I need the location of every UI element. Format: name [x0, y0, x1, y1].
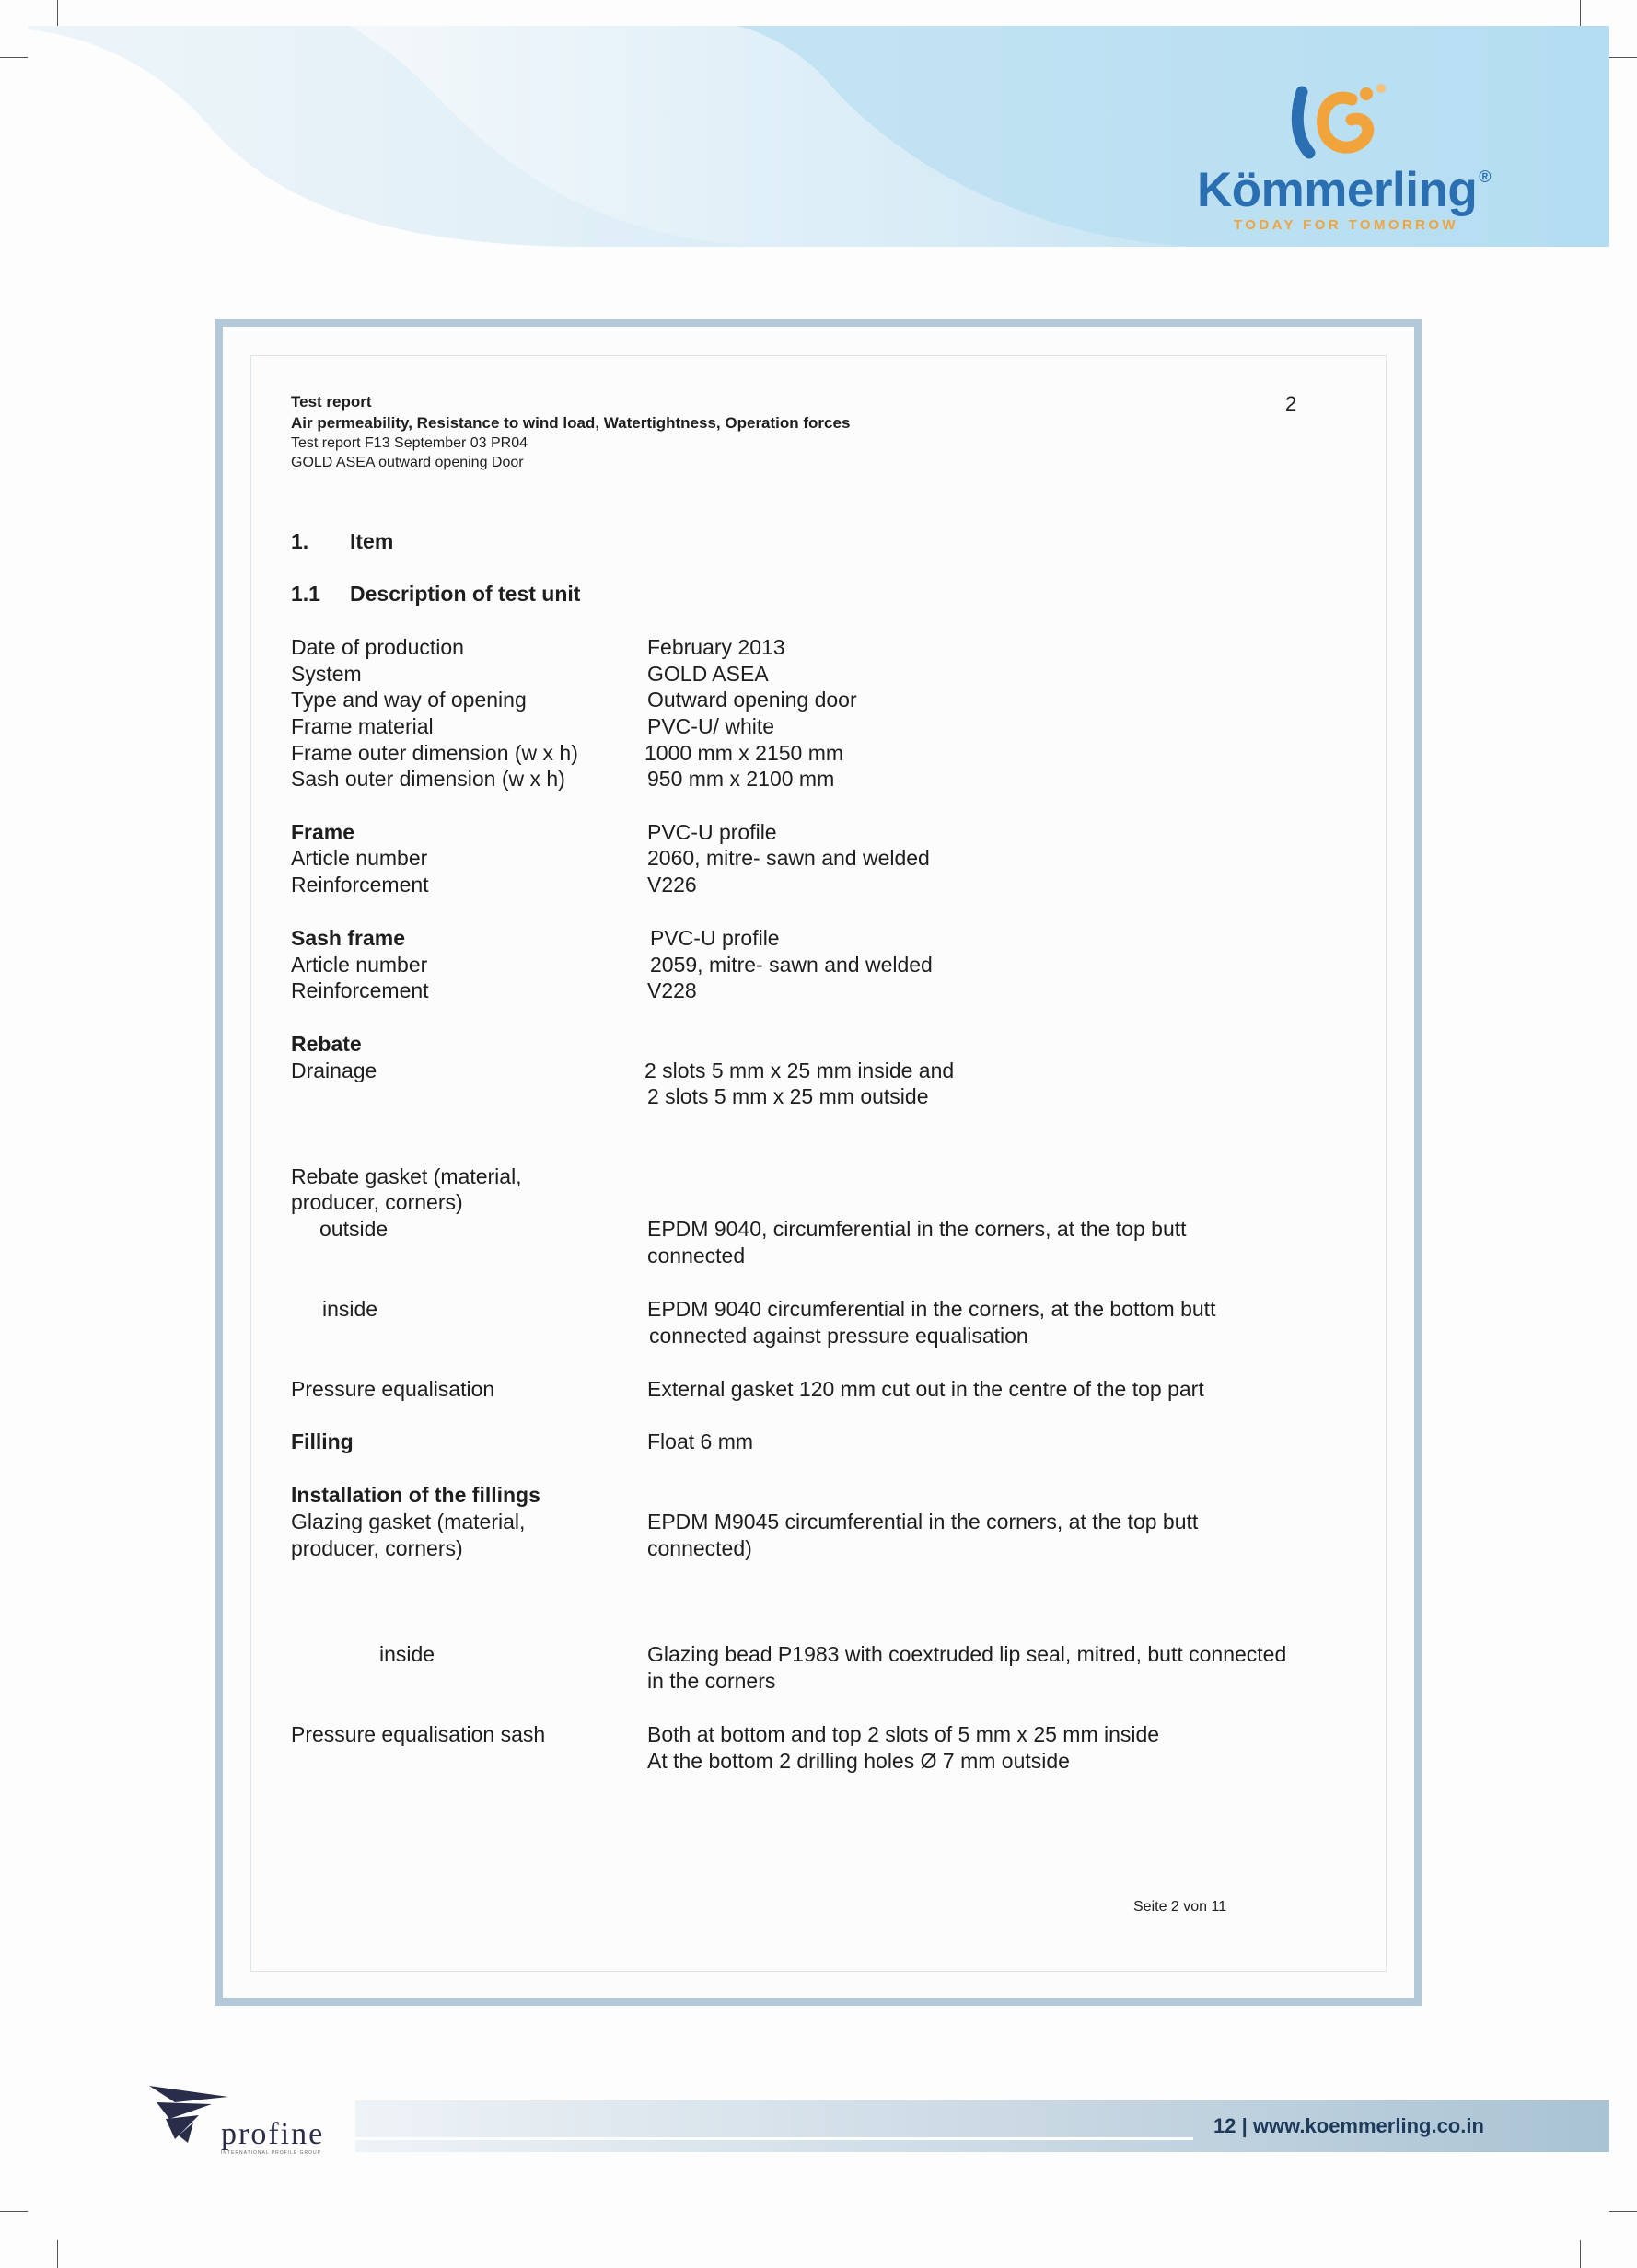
row-value: 2060, mitre- sawn and welded: [647, 846, 930, 870]
section-title: Item: [350, 529, 394, 553]
row-value: GOLD ASEA: [647, 662, 769, 686]
row-value: 950 mm x 2100 mm: [647, 767, 835, 791]
crop-mark: [1580, 2240, 1581, 2268]
row-value: 2 slots 5 mm x 25 mm inside and: [644, 1059, 955, 1082]
subsection-number: 1.1: [291, 582, 320, 606]
row-value: V228: [647, 978, 697, 1002]
row-value: PVC-U profile: [650, 926, 780, 950]
row-label: Reinforcement: [291, 873, 429, 897]
profine-subtitle: INTERNATIONAL PROFILE GROUP: [221, 2150, 321, 2156]
brand-name: Kömmerling ®: [1197, 163, 1491, 217]
row-label: producer, corners): [291, 1190, 463, 1214]
report-product: GOLD ASEA outward opening Door: [291, 455, 524, 470]
row-value: Float 6 mm: [647, 1429, 754, 1453]
row-label: Drainage: [291, 1059, 377, 1082]
row-value: in the corners: [647, 1669, 776, 1693]
installation-heading: Installation of the fillings: [291, 1483, 540, 1507]
report-subtitle: Air permeability, Resistance to wind load, Watertightness, Operation forces: [291, 414, 851, 432]
subsection-title: Description of test unit: [350, 582, 581, 606]
section-number: 1.: [291, 529, 309, 553]
profine-logo-icon: [147, 2082, 230, 2146]
row-label: System: [291, 662, 362, 686]
row-value: PVC-U/ white: [647, 714, 775, 738]
row-label: Frame outer dimension (w x h): [291, 741, 578, 765]
row-label: inside: [379, 1642, 435, 1666]
row-label: Type and way of opening: [291, 688, 527, 712]
kommerling-logo-icon: [1291, 79, 1401, 162]
crop-mark: [0, 2211, 28, 2212]
row-value: Both at bottom and top 2 slots of 5 mm x 25 mm inside: [647, 1722, 1160, 1746]
report-page-number: 2: [1285, 392, 1297, 415]
row-label: Frame material: [291, 714, 434, 738]
row-value: connected): [647, 1536, 752, 1560]
row-label: Pressure equalisation sash: [291, 1722, 546, 1746]
row-value: connected against pressure equalisation: [649, 1324, 1028, 1348]
row-label: outside: [319, 1217, 389, 1241]
brand-tagline: TODAY FOR TOMORROW: [1234, 217, 1458, 233]
row-value: EPDM M9045 circumferential in the corners, at the top butt: [647, 1510, 1199, 1533]
row-value: V226: [647, 873, 697, 897]
row-value: 1000 mm x 2150 mm: [644, 741, 844, 765]
row-label: Sash outer dimension (w x h): [291, 767, 565, 791]
crop-mark: [1609, 2211, 1637, 2212]
page-footer-text: Seite 2 von 11: [1133, 1899, 1227, 1915]
rebate-heading: Rebate: [291, 1032, 362, 1056]
row-label: Article number: [291, 846, 428, 870]
report-reference: Test report F13 September 03 PR04: [291, 435, 528, 451]
row-value: PVC-U profile: [647, 820, 777, 844]
crop-mark: [57, 2240, 58, 2268]
row-value: 2059, mitre- sawn and welded: [650, 953, 933, 977]
footer-page-url: 12 | www.koemmerling.co.in: [1213, 2114, 1484, 2137]
row-value: EPDM 9040 circumferential in the corners, at the bottom butt: [647, 1297, 1216, 1321]
footer-url-link[interactable]: www.koemmerling.co.in: [1252, 2114, 1484, 2137]
row-value: At the bottom 2 drilling holes Ø 7 mm outside: [647, 1749, 1070, 1773]
filling-heading: Filling: [291, 1429, 354, 1453]
profine-wordmark: profine: [221, 2117, 325, 2151]
row-label: producer, corners): [291, 1536, 463, 1560]
row-label: Article number: [291, 953, 428, 977]
row-value: Glazing bead P1983 with coextruded lip seal, mitred, butt connected: [647, 1642, 1287, 1666]
row-value: EPDM 9040, circumferential in the corners, at the top butt: [647, 1217, 1187, 1241]
row-value: connected: [647, 1244, 746, 1267]
row-value: February 2013: [647, 635, 785, 659]
sash-frame-heading: Sash frame: [291, 926, 406, 950]
row-label: Rebate gasket (material,: [291, 1164, 522, 1188]
row-value: 2 slots 5 mm x 25 mm outside: [647, 1084, 929, 1108]
row-label: Reinforcement: [291, 978, 429, 1002]
row-value: Outward opening door: [647, 688, 857, 712]
report-title: Test report: [291, 393, 372, 411]
row-label: Date of production: [291, 635, 464, 659]
row-value: External gasket 120 mm cut out in the centre of the top part: [647, 1377, 1204, 1401]
row-label: Glazing gasket (material,: [291, 1510, 526, 1533]
row-label: inside: [322, 1297, 378, 1321]
row-label: Pressure equalisation: [291, 1377, 495, 1401]
frame-heading: Frame: [291, 820, 355, 844]
